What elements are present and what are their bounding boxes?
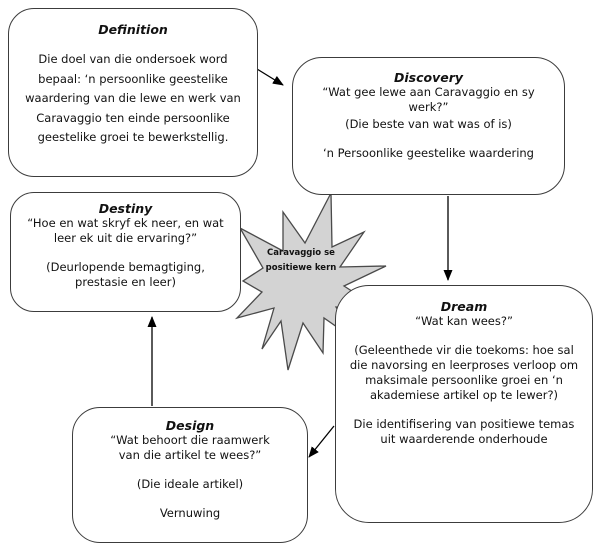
design-paragraph: (Die ideale artikel) — [136, 477, 244, 491]
destiny-title: Destiny — [98, 201, 153, 216]
design-title: Design — [165, 418, 215, 433]
design-paragraph: Vernuwing — [159, 506, 221, 520]
dream-paragraph: Die identifisering van positiewe temas uit waarderende onderhoude — [353, 417, 575, 446]
definition-title: Definition — [98, 22, 168, 37]
discovery-paragraph: (Die beste van wat was of is) — [345, 117, 512, 131]
discovery-title: Discovery — [393, 70, 464, 85]
destiny-box — [10, 192, 241, 312]
discovery-paragraph: ‘n Persoonlike geestelike waardering — [323, 146, 534, 160]
discovery-box — [292, 57, 565, 195]
destiny-question: “Hoe en wat skryf ek neer, en wat leer ek uit die ervaring?” — [27, 216, 224, 245]
discovery-question: “Wat gee lewe aan Caravaggio en sy werk?” — [322, 85, 535, 114]
destiny-paragraph: (Deurlopende bemagtiging, prestasie en leer) — [46, 260, 205, 289]
definition-box — [8, 8, 258, 177]
dream-title: Dream — [440, 299, 488, 314]
definition-paragraph: Die doel van die ondersoek word bepaal: ‘n persoonlike geestelike waardering van die lewe en werk van Caravaggio ten einde persoonlike geestelike groei te bewerkstellig. — [25, 52, 241, 144]
arrow-dream-to-design — [309, 426, 334, 457]
dream-question: “Wat kan wees?” — [415, 314, 513, 328]
starburst-label: Caravaggio se positiewe kern — [265, 248, 337, 273]
arrow-definition-to-discovery — [257, 69, 283, 85]
design-question: “Wat behoort die raamwerk van die artikel te wees?” — [110, 433, 270, 462]
design-box — [72, 407, 308, 543]
dream-paragraph: (Geleenthede vir die toekoms: hoe sal die navorsing en leerproses verloop om maksimale persoonlike groei en ‘n akademiese artikel op te lewer?) — [349, 343, 579, 402]
dream-box — [335, 285, 593, 523]
